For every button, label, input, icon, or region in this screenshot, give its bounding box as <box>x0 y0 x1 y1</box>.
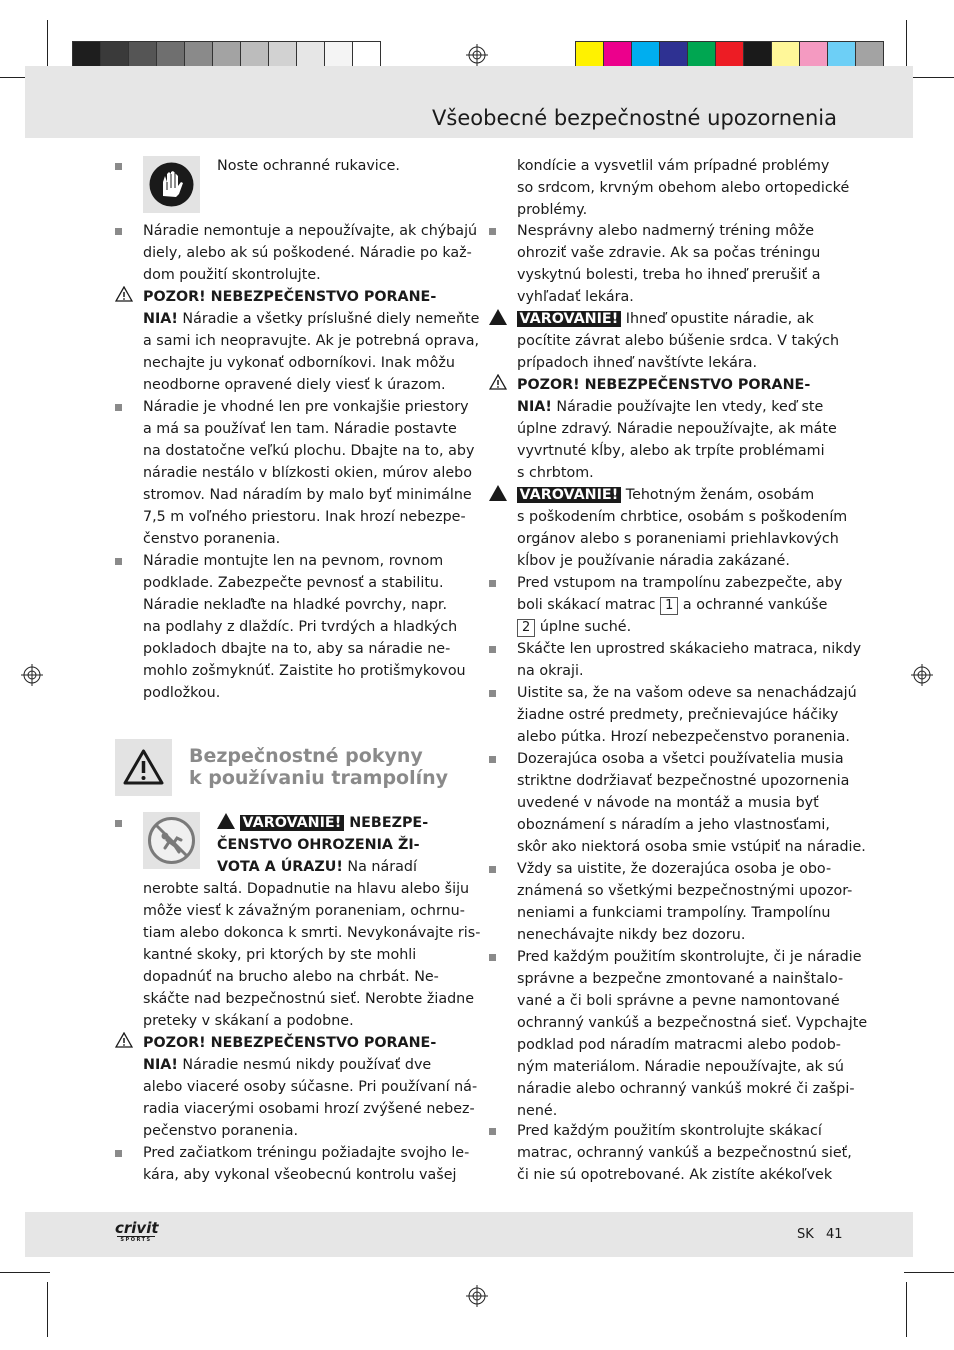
paragraph-line: na okraji. <box>517 663 584 679</box>
paragraph-line: podklade. Zabezpečte pevnosť a stabilitu. <box>143 575 444 591</box>
paragraph-line: skáčte nad bezpečnostnú sieť. Nerobte žiadne <box>143 991 475 1007</box>
warning-line: VOTA A ÚRAZU! Na náradí <box>217 859 417 875</box>
paragraph-line: Dozerajúca osoba a všetci používatelia musia <box>517 751 844 767</box>
paragraph-line: matrac, ochranný vankúš a bezpečnostnú sieť, <box>517 1145 852 1161</box>
paragraph-line: čenstvo poranenia. <box>143 531 281 547</box>
paragraph-line: boli skákací matrac 1 a ochranné vankúše <box>517 597 828 613</box>
color-swatch <box>743 41 772 69</box>
registration-mark-icon <box>21 664 43 686</box>
registration-mark-icon <box>466 44 488 66</box>
color-swatch <box>100 41 129 69</box>
warning-line: VAROVANIE! NEBEZPE- <box>217 812 428 834</box>
paragraph-line: ným materiálom. Náradie nepoužívajte, ak sú <box>517 1059 844 1075</box>
bullet <box>115 820 122 827</box>
bullet <box>115 1150 122 1157</box>
registration-mark-icon <box>466 1285 488 1307</box>
paragraph-line: náradie nestálo v blízkosti okien, múrov alebo <box>143 465 473 481</box>
paragraph-line: 2 úplne suché. <box>517 616 631 638</box>
paragraph-line: vyvrtnuté kĺby, alebo ak trpíte problémami <box>517 443 825 459</box>
page-number: 41 <box>826 1227 843 1242</box>
paragraph-line: ohroziť vaše zdravie. Ak sa počas tréningu <box>517 245 821 261</box>
bullet <box>489 756 496 763</box>
paragraph-line: stromov. Nad náradím by malo byť minimálne <box>143 487 472 503</box>
gloves-text: Noste ochranné rukavice. <box>217 158 400 174</box>
color-swatch <box>575 41 604 69</box>
paragraph-line: a má sa používať len tam. Náradie postavte <box>143 421 457 437</box>
paragraph-line: nené. <box>517 1103 558 1119</box>
color-swatch <box>296 41 325 69</box>
bullet <box>489 580 496 587</box>
paragraph-line: či nie sú opotrebované. Ak zistíte akékoľvek <box>517 1167 833 1183</box>
paragraph-line: dopadnúť na brucho alebo na chrbát. Ne- <box>143 969 439 985</box>
paragraph-line: kára, aby vykonal všeobecnú kontrolu vašej <box>143 1167 457 1183</box>
section-heading-line1: Bezpečnostné pokyny <box>189 745 423 767</box>
paragraph-line: pocítite závrat alebo búšenie srdca. V takých <box>517 333 840 349</box>
paragraph-line: známená so všetkými bezpečnostnými upozor- <box>517 883 853 899</box>
color-swatch <box>771 41 800 69</box>
paragraph-line: mohlo zošmyknúť. Zaistite ho protišmykovou <box>143 663 466 679</box>
warning-line: ČENSTVO OHROZENIA ŽI- <box>217 837 420 853</box>
paragraph-line: Uistite sa, že na vašom odeve sa nenachádzajú <box>517 685 857 701</box>
paragraph-line: pečenstvo poranenia. <box>143 1123 299 1139</box>
paragraph-line: diely, alebo ak sú poškodené. Náradie po kaž- <box>143 245 472 261</box>
paragraph-line: uvedené v návode na montáž a musia byť <box>517 795 819 811</box>
paragraph-line: neodborne opravené diely viesť k úrazom. <box>143 377 446 393</box>
bullet <box>489 228 496 235</box>
caution-heading: POZOR! NEBEZPEČENSTVO PORANE- <box>517 377 811 393</box>
paragraph-line: oboznámení s náradím a jeho vlastnosťami, <box>517 817 830 833</box>
color-swatch <box>659 41 688 69</box>
paragraph-line: preteky v skákaní a podobne. <box>143 1013 354 1029</box>
caution-heading: POZOR! NEBEZPEČENSTVO PORANE- <box>143 289 437 305</box>
paragraph-line: nechajte ju vykonať odborníkovi. Inak môžu <box>143 355 455 371</box>
part-number-badge: 1 <box>660 597 678 615</box>
paragraph-line: úplne zdravý. Náradie nepoužívajte, ak máte <box>517 421 837 437</box>
color-swatch <box>603 41 632 69</box>
paragraph-line: dom použití skontrolujte. <box>143 267 321 283</box>
part-number-badge: 2 <box>517 619 535 637</box>
paragraph-line: a sami ich neopravujte. Ak je potrebná oprava, <box>143 333 480 349</box>
color-swatch <box>352 41 381 69</box>
paragraph-line: prípadoch ihneď navštívte lekára. <box>517 355 758 371</box>
no-somersault-icon <box>143 812 200 869</box>
paragraph-line: nenechávajte nikdy bez dozoru. <box>517 927 746 943</box>
paragraph-line: Náradie je vhodné len pre vonkajšie priestory <box>143 399 469 415</box>
paragraph-line: podložkou. <box>143 685 221 701</box>
paragraph-line: Skáčte len uprostred skákacieho matraca, nikdy <box>517 641 862 657</box>
paragraph-line: Nesprávny alebo nadmerný tréning môže <box>517 223 815 239</box>
paragraph-line: Pred každým použitím skontrolujte skákací <box>517 1123 822 1139</box>
paragraph-line: Pred vstupom na trampolínu zabezpečte, aby <box>517 575 843 591</box>
warning-triangle-icon <box>489 485 507 501</box>
color-swatch <box>184 41 213 69</box>
paragraph-line: Náradie nemontuje a nepoužívajte, ak chýbajú <box>143 223 478 239</box>
bullet <box>489 690 496 697</box>
language-code: SK <box>797 1227 814 1242</box>
color-swatch <box>268 41 297 69</box>
bullet <box>115 558 122 565</box>
paragraph-line: striktne dodržiavať bezpečnostné upozornenia <box>517 773 850 789</box>
caution-triangle-icon <box>489 374 507 390</box>
paragraph-line: na podlahy z dlaždíc. Pri tvrdých a hladkých <box>143 619 458 635</box>
paragraph-line: Náradie neklaďte na hladké povrchy, napr. <box>143 597 448 613</box>
paragraph-line: náradie alebo ochranný vankúš mokré či zašpi- <box>517 1081 855 1097</box>
paragraph-line: s chrbtom. <box>517 465 594 481</box>
color-swatch <box>212 41 241 69</box>
paragraph-line: Pred začiatkom tréningu požiadajte svojho le- <box>143 1145 470 1161</box>
gloves-icon <box>143 156 200 213</box>
color-swatch <box>715 41 744 69</box>
bullet <box>489 646 496 653</box>
paragraph-line: správne a bezpečne zmontované a nainštalo- <box>517 971 844 987</box>
caution-line: NIA! Náradie a všetky príslušné diely nemeňte <box>143 311 480 327</box>
paragraph-line: podklad pod náradím matracmi alebo podob- <box>517 1037 841 1053</box>
paragraph-line: so srdcom, krvným obehom alebo ortopedické <box>517 180 850 196</box>
color-swatch <box>631 41 660 69</box>
warning-triangle-icon <box>217 813 235 829</box>
paragraph-line: radia viacerými osobami hrozí zvýšené nebez- <box>143 1101 475 1117</box>
bullet <box>115 404 122 411</box>
caution-triangle-icon <box>115 286 133 302</box>
paragraph-line: kantné skoky, pri ktorých by ste mohli <box>143 947 417 963</box>
color-swatch <box>128 41 157 69</box>
paragraph-line: vyhľadať lekára. <box>517 289 634 305</box>
paragraph-line: orgánov alebo s poraneniami priehlavkových <box>517 531 839 547</box>
color-swatch <box>324 41 353 69</box>
color-swatch <box>827 41 856 69</box>
registration-mark-icon <box>911 664 933 686</box>
paragraph-line: s poškodením chrbtice, osobám s poškodením <box>517 509 848 525</box>
paragraph-line: tiam alebo dokonca k smrti. Nevykonávajte ris- <box>143 925 481 941</box>
caution-line: NIA! Náradie používajte len vtedy, keď ste <box>517 399 824 415</box>
paragraph-line: skôr ako niektorá osoba smie vstúpiť na náradie. <box>517 839 866 855</box>
color-swatch <box>687 41 716 69</box>
warning-triangle-icon <box>489 309 507 325</box>
paragraph-line: alebo viaceré osoby súčasne. Pri používaní ná- <box>143 1079 478 1095</box>
paragraph-line: Pred každým použitím skontrolujte, či je náradie <box>517 949 862 965</box>
paragraph-line: neniami a funkciami trampolíny. Trampolínu <box>517 905 831 921</box>
bullet <box>115 228 122 235</box>
bullet <box>115 163 122 170</box>
paragraph-line: alebo pútka. Hrozí nebezpečenstvo poranenia. <box>517 729 850 745</box>
paragraph-line: problémy. <box>517 202 588 218</box>
paragraph-line: kĺbov je používanie náradia zakázané. <box>517 553 790 569</box>
warning-line: VAROVANIE! Ihneď opustite náradie, ak <box>489 308 814 330</box>
paragraph-line: Vždy sa uistite, že dozerajúca osoba je obo- <box>517 861 832 877</box>
paragraph-line: nerobte saltá. Dopadnutie na hlavu alebo šiju <box>143 881 470 897</box>
bullet <box>489 1128 496 1135</box>
caution-triangle-icon <box>115 1032 133 1048</box>
caution-line: NIA! Náradie nesmú nikdy používať dve <box>143 1057 432 1073</box>
paragraph-line: vané a či boli správne a pevne namontované <box>517 993 840 1009</box>
color-swatch <box>156 41 185 69</box>
crivit-sports-logo: crivit SPORTS <box>115 1219 159 1243</box>
bullet <box>489 954 496 961</box>
warning-line: VAROVANIE! Tehotným ženám, osobám <box>489 484 814 506</box>
paragraph-line: pokladoch dbajte na to, aby sa náradie ne- <box>143 641 451 657</box>
paragraph-line: 7,5 m voľného priestoru. Inak hrozí nebezpe- <box>143 509 466 525</box>
caution-heading: POZOR! NEBEZPEČENSTVO PORANE- <box>143 1035 437 1051</box>
paragraph-line: môže viesť k závažným poraneniam, ochrnu- <box>143 903 465 919</box>
page-title: Všeobecné bezpečnostné upozornenia <box>432 106 837 130</box>
section-heading-line2: k používaniu trampolíny <box>189 767 449 789</box>
paragraph-line: Náradie montujte len na pevnom, rovnom <box>143 553 444 569</box>
paragraph-line: ochranný vankúš a bezpečnostná sieť. Vypchajte <box>517 1015 868 1031</box>
paragraph-line: na dostatočne veľkú plochu. Dbajte na to, aby <box>143 443 475 459</box>
paragraph-line: kondície a vysvetlil vám prípadné problémy <box>517 158 830 174</box>
color-swatch <box>240 41 269 69</box>
color-swatch <box>72 41 101 69</box>
paragraph-line: vyskytnú bolesti, treba ho ihneď prerušiť a <box>517 267 821 283</box>
paragraph-line: žiadne ostré predmety, prečnievajúce háčiky <box>517 707 839 723</box>
warning-triangle-icon <box>115 739 172 796</box>
color-swatch <box>855 41 884 69</box>
color-swatch <box>799 41 828 69</box>
bullet <box>489 866 496 873</box>
